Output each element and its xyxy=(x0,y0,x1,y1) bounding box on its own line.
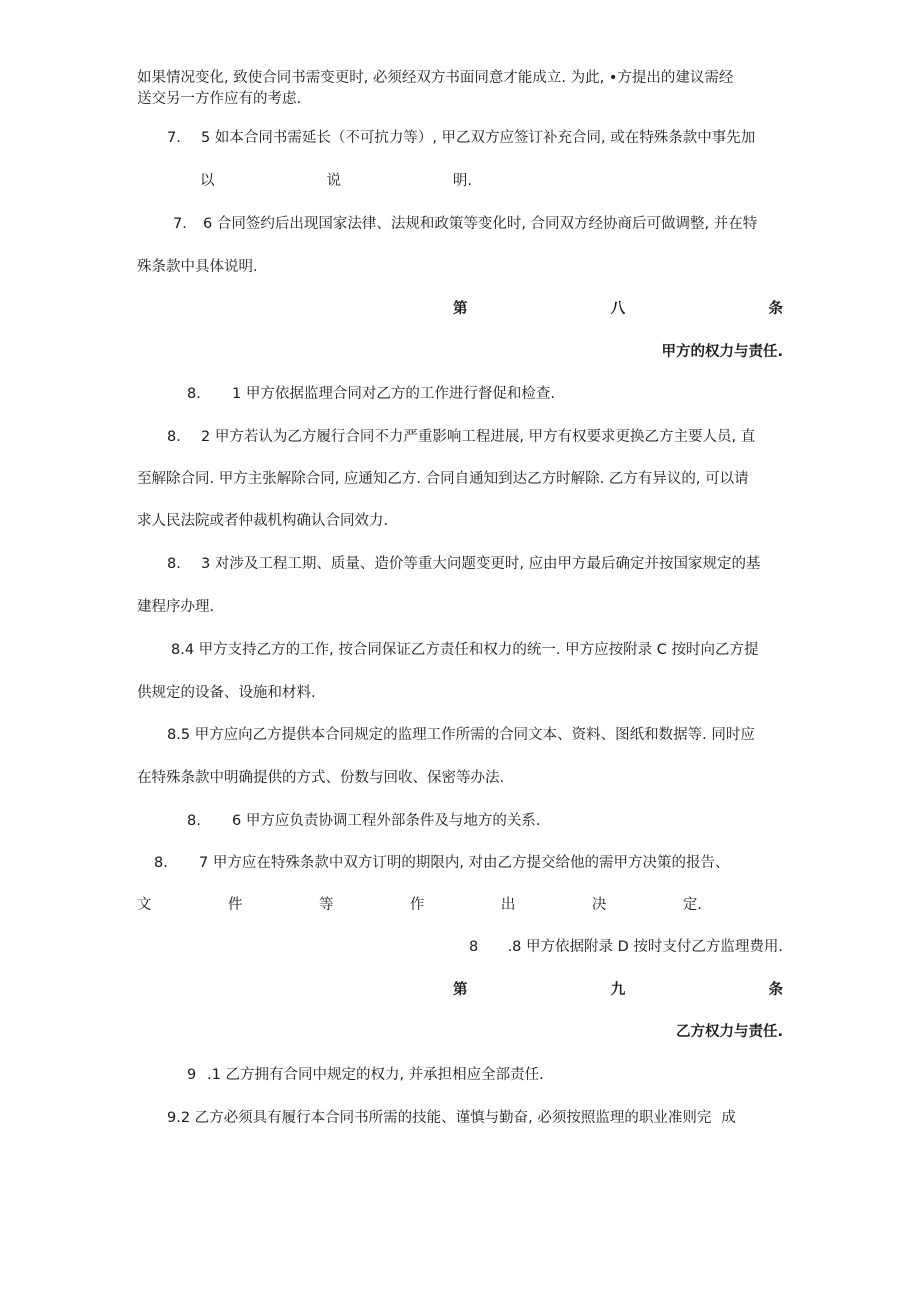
text-char: 文 xyxy=(137,897,152,913)
article-9-heading xyxy=(453,980,783,1000)
clause-number: 7. xyxy=(173,216,187,232)
clause-text: 8 甲方依据附录 D 按时支付乙方监理费用. xyxy=(512,939,783,955)
clause-number: 8. xyxy=(167,429,181,445)
clause-number: 8 xyxy=(468,939,479,955)
heading-char: 条 xyxy=(768,982,783,998)
clause-number: 8. xyxy=(154,855,168,871)
clause-8-6 xyxy=(137,811,783,831)
clause-text: 9.2 乙方必须具有履行本合同书所需的技能、谨慎与勤奋, 必须按照监理的职业准则完 xyxy=(167,1110,712,1126)
spread-line xyxy=(137,895,702,915)
clause-number: 8. xyxy=(167,556,181,572)
clause-number: 9 xyxy=(187,1067,197,1083)
heading-char: 九 xyxy=(610,982,626,998)
text-line: 在特殊条款中明确提供的方式、份数与回收、保密等办法. xyxy=(137,770,505,786)
clause-text: 6 甲方应负责协调工程外部条件及与地方的关系. xyxy=(232,813,541,829)
clause-text: 1 甲方依据监理合同对乙方的工作进行督促和检查. xyxy=(232,386,555,402)
clause-8-4 xyxy=(137,640,783,660)
text-char: 说 xyxy=(326,173,341,189)
text-line: 求人民法院或者仲裁机构确认合同效力. xyxy=(137,513,389,529)
heading-char: 第 xyxy=(453,301,468,317)
clause-text: 成 xyxy=(721,1110,736,1126)
clause-text: 8.5 甲方应向乙方提供本合同规定的监理工作所需的合同文本、资料、图纸和数据等. 同时应 xyxy=(167,727,755,743)
text-line: 殊条款中具体说明. xyxy=(137,259,258,275)
text-char: 明. xyxy=(452,173,472,189)
clause-text: 5 如本合同书需延长（不可抗力等）, 甲乙双方应签订补充合同, 或在特殊条款中事先加 xyxy=(201,130,756,146)
article-8-title: 甲方的权力与责任. xyxy=(661,344,783,360)
clause-text: .1 乙方拥有合同中规定的权力, 并承担相应全部责任. xyxy=(207,1067,544,1083)
clause-number: . xyxy=(507,939,513,955)
heading-char: 第 xyxy=(453,982,468,998)
clause-8-7 xyxy=(137,853,783,873)
clause-9-1 xyxy=(137,1065,783,1085)
clause-8-2 xyxy=(137,427,783,447)
text-line: 至解除合同. 甲方主张解除合同, 应通知乙方. 合同自通知到达乙方时解除. 乙方有异议的, 可以请 xyxy=(137,471,749,487)
text-line: 建程序办理. xyxy=(137,599,215,615)
clause-8-5 xyxy=(137,725,783,745)
article-8-heading xyxy=(453,299,783,319)
clause-8-1 xyxy=(137,384,783,404)
clause-number: 8. xyxy=(187,386,201,402)
text-char: 等 xyxy=(318,897,334,913)
spread-line xyxy=(200,171,472,191)
clause-number: 7. xyxy=(167,130,181,146)
clause-9-2 xyxy=(137,1108,783,1128)
clause-text: 6 合同签约后出现国家法律、法规和政策等变化时, 合同双方经协商后可做调整, 并在特 xyxy=(203,216,758,232)
clause-8-8 xyxy=(450,937,783,957)
text-char: 出 xyxy=(500,897,516,913)
heading-char: 条 xyxy=(768,301,783,317)
clause-7-5 xyxy=(137,128,783,148)
clause-7-6 xyxy=(137,214,783,234)
article-9-title: 乙方权力与责任. xyxy=(675,1024,783,1040)
text-char: 以 xyxy=(200,173,215,189)
text-char: 作 xyxy=(409,897,425,913)
clause-number: 8. xyxy=(187,813,201,829)
clause-8-3 xyxy=(137,554,783,574)
text-line: 供规定的设备、设施和材料. xyxy=(137,685,316,701)
text-char: 决 xyxy=(591,897,607,913)
text-char: 定. xyxy=(682,897,702,913)
clause-text: 8.4 甲方支持乙方的工作, 按合同保证乙方责任和权力的统一. 甲方应按附录 C 按时向乙方提 xyxy=(171,642,759,658)
text-line: 送交另一方作应有的考虑. xyxy=(137,91,302,107)
clause-text: 2 甲方若认为乙方履行合同不力严重影响工程进展, 甲方有权要求更换乙方主要人员, 直 xyxy=(201,429,756,445)
clause-text: 7 甲方应在特殊条款中双方订明的期限内, 对由乙方提交给他的需甲方决策的报告、 xyxy=(199,855,730,871)
text-line: 如果情况变化, 致使合同书需变更时, 必须经双方书面同意才能成立. 为此, •方提出的建议需经 xyxy=(137,70,734,86)
text-char: 件 xyxy=(227,897,243,913)
heading-char: 八 xyxy=(610,301,626,317)
clause-text: 3 对涉及工程工期、质量、造价等重大问题变更时, 应由甲方最后确定并按国家规定的基 xyxy=(201,556,761,572)
